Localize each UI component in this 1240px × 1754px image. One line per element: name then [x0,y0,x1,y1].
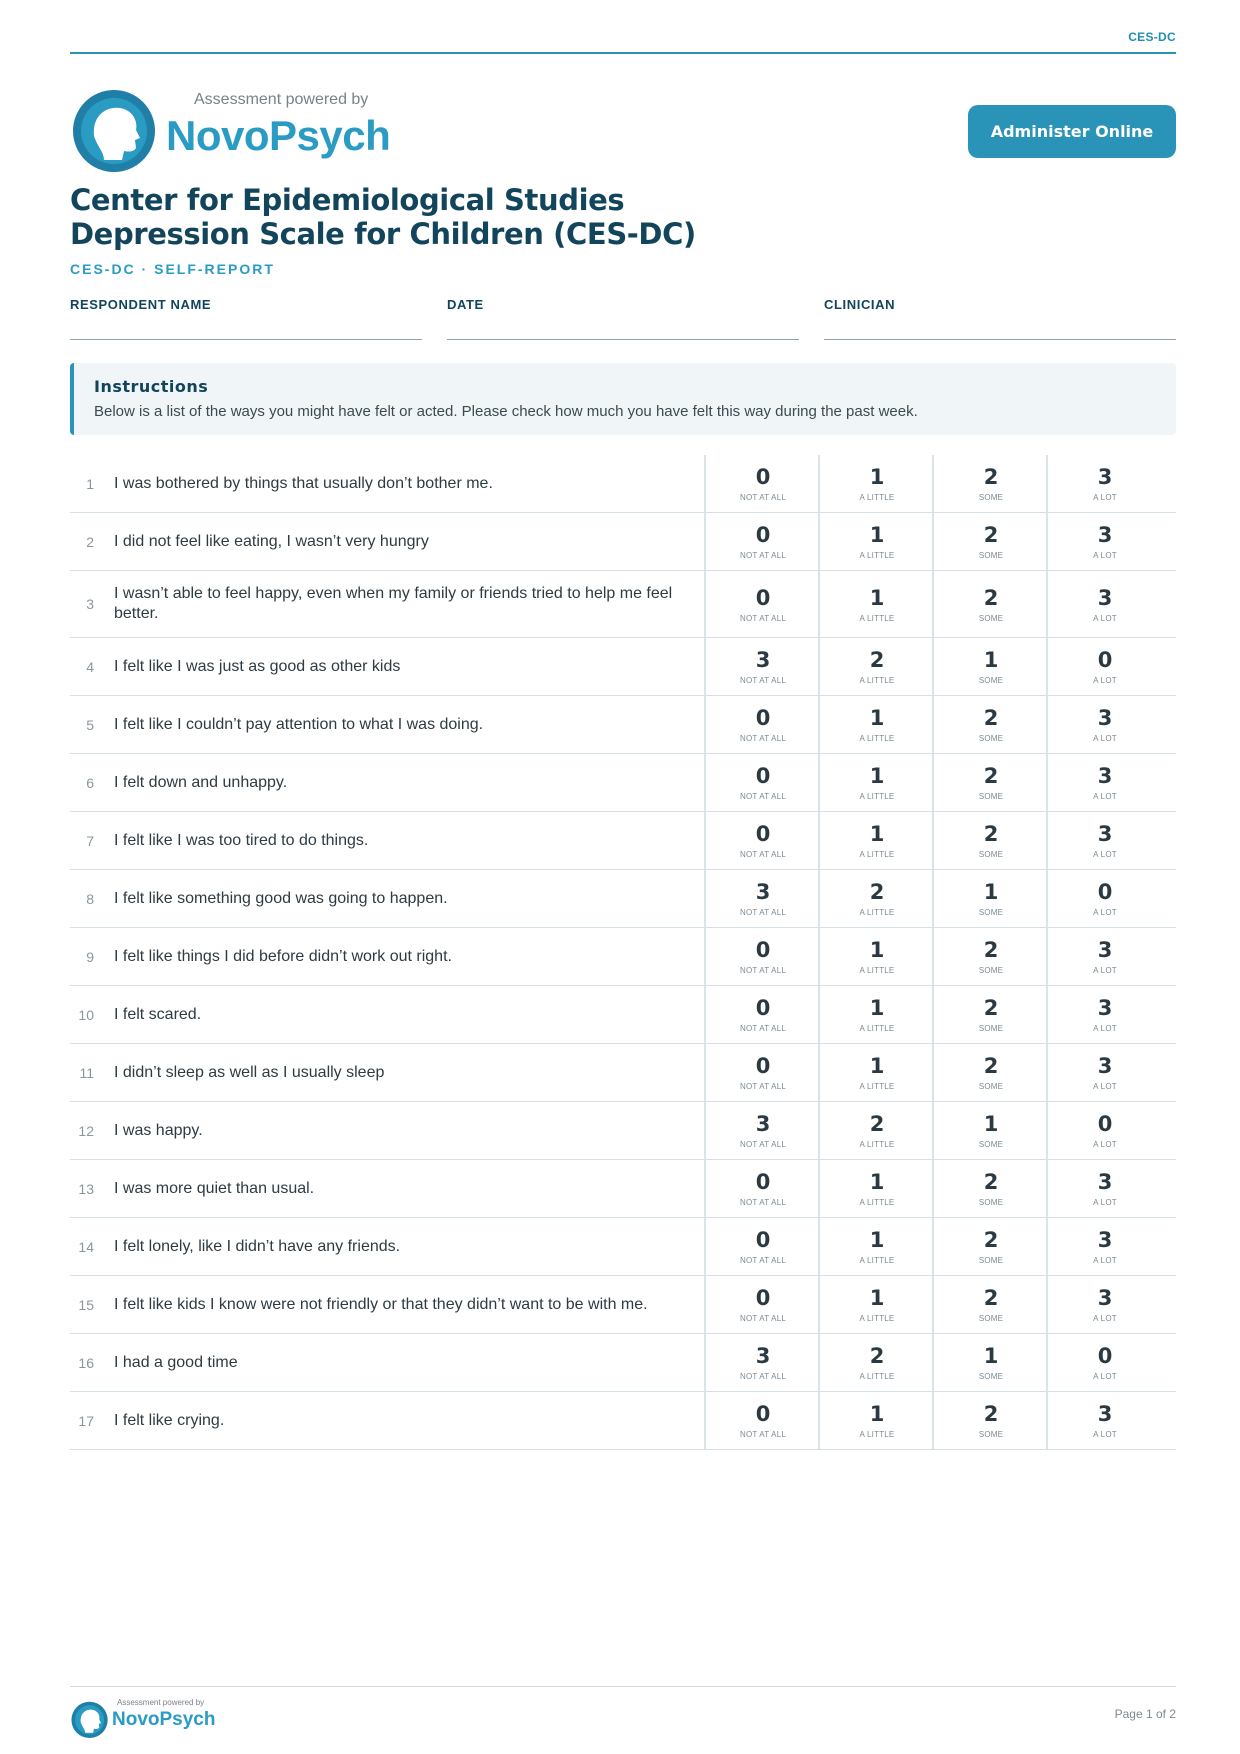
response-option[interactable] [704,696,820,753]
response-label: NOT AT ALL [739,1430,787,1439]
response-label: A LOT [1093,966,1117,975]
response-label: A LITTLE [859,1314,895,1323]
response-score: 1 [869,1286,885,1310]
response-label: A LITTLE [859,676,895,685]
novopsych-logo [70,86,410,176]
response-option[interactable] [818,638,934,695]
response-option[interactable] [818,1334,934,1391]
question-text: I was more quiet than usual. [114,1179,315,1197]
response-label: SOME [978,613,1004,623]
respondent-name-line [70,339,422,340]
question-number: 11 [79,1064,94,1081]
response-score: 1 [869,1170,885,1194]
response-option[interactable] [704,513,820,570]
response-score: 0 [1097,648,1113,672]
response-option[interactable] [932,696,1048,753]
response-score: 2 [983,1170,999,1194]
response-label: SOME [978,792,1004,801]
response-score: 2 [983,764,999,788]
response-score: 3 [755,1112,771,1136]
response-label: SOME [978,1140,1004,1149]
response-option[interactable] [932,870,1048,927]
response-option[interactable] [704,812,820,869]
response-option[interactable] [1046,754,1162,811]
response-label: A LOT [1093,1314,1117,1323]
response-option[interactable] [1046,1334,1162,1391]
footer-head-profile-icon [70,1700,110,1738]
response-score: 2 [983,938,999,962]
response-label: A LITTLE [859,908,895,917]
response-score: 0 [755,764,771,788]
response-score: 3 [1097,1170,1113,1194]
response-option[interactable] [932,455,1048,512]
response-option[interactable] [818,513,934,570]
question-row [70,455,1176,513]
response-score: 0 [755,465,771,489]
response-option[interactable] [704,928,820,985]
response-score: 3 [1097,706,1113,730]
response-score: 0 [755,706,771,730]
question-number: 17 [78,1412,94,1429]
response-option[interactable] [932,754,1048,811]
response-score: 1 [869,996,885,1020]
response-label: A LOT [1093,493,1117,502]
page-number: Page 1 of 2 [1114,1707,1176,1721]
question-number: 9 [86,948,94,965]
response-option[interactable] [704,1102,820,1159]
response-label: A LITTLE [859,1430,895,1439]
response-option[interactable] [932,513,1048,570]
respondent-name-label: RESPONDENT NAME [70,297,212,312]
response-option[interactable] [1046,870,1162,927]
question-number: 7 [86,832,94,849]
question-row [70,1334,1176,1392]
clinician-label: CLINICIAN [824,297,896,312]
question-row [70,1102,1176,1160]
response-option[interactable] [704,1160,820,1217]
question-number: 5 [86,716,94,733]
footer-divider [70,1686,1176,1687]
response-option[interactable] [818,754,934,811]
question-text: I was bothered by things that usually don’t bother me. [114,474,493,492]
response-score: 0 [1097,1112,1113,1136]
header-code: CES-DC [1128,30,1176,44]
response-option[interactable] [704,986,820,1043]
response-score: 2 [983,1402,999,1426]
logo-powered-by: Assessment powered by [194,91,369,108]
response-score: 0 [755,1054,771,1078]
response-score: 0 [1097,880,1113,904]
question-text: I felt like something good was going to happen. [114,889,448,907]
response-score: 2 [983,523,999,547]
question-text: I felt scared. [114,1005,202,1023]
response-label: NOT AT ALL [739,1198,787,1207]
response-score: 3 [1097,585,1113,610]
response-score: 1 [983,1344,999,1368]
response-score: 1 [869,938,885,962]
logo-brand: NovoPsych [166,112,391,159]
response-label: A LITTLE [859,1082,895,1091]
question-row [70,696,1176,754]
response-option[interactable] [1046,928,1162,985]
response-option[interactable] [1046,1218,1162,1275]
response-option[interactable] [1046,1044,1162,1101]
response-score: 1 [983,880,999,904]
response-score: 2 [983,822,999,846]
response-score: 2 [983,1054,999,1078]
response-score: 0 [755,523,771,547]
response-score: 2 [983,585,999,610]
question-text: I wasn’t able to feel happy, even when my family or friends tried to help me feel better. [114,585,673,622]
question-text: I felt like kids I know were not friendly or that they didn’t want to be with me. [114,1295,648,1313]
response-score: 0 [755,1286,771,1310]
response-label: A LITTLE [859,1372,895,1381]
response-option[interactable] [704,1044,820,1101]
date-line [447,339,799,340]
clinician-field[interactable] [824,297,1176,312]
response-option[interactable] [818,870,934,927]
response-label: A LOT [1093,734,1117,743]
response-score: 1 [869,1054,885,1078]
title-line-2: Depression Scale for Children (CES-DC) [70,217,696,251]
response-label: SOME [978,908,1004,917]
response-score: 0 [755,1228,771,1252]
response-label: NOT AT ALL [739,792,787,801]
response-option[interactable] [818,1218,934,1275]
response-label: A LOT [1093,1256,1117,1265]
response-score: 0 [755,1402,771,1426]
respondent-name-field[interactable] [70,297,422,312]
response-label: SOME [978,551,1004,560]
response-label: NOT AT ALL [739,613,787,623]
response-option[interactable] [704,1276,820,1333]
response-option[interactable] [818,696,934,753]
response-label: A LOT [1093,676,1117,685]
response-label: SOME [978,1372,1004,1381]
response-option[interactable] [818,571,934,637]
question-number: 14 [78,1238,94,1255]
date-field[interactable] [447,297,799,312]
response-option[interactable] [1046,1160,1162,1217]
page-title [70,183,770,251]
response-score: 2 [983,1286,999,1310]
footer-powered-by: Assessment powered by [117,1698,205,1707]
response-label: SOME [978,1024,1004,1033]
response-score: 0 [1097,1344,1113,1368]
question-text: I felt down and unhappy. [114,773,288,791]
response-score: 3 [1097,523,1113,547]
question-number: 13 [78,1180,94,1197]
question-row [70,928,1176,986]
response-option[interactable] [1046,1392,1162,1449]
response-label: A LITTLE [859,966,895,975]
response-label: A LITTLE [859,1198,895,1207]
response-label: SOME [978,676,1004,685]
question-number: 12 [78,1122,94,1139]
response-option[interactable] [932,1334,1048,1391]
response-label: NOT AT ALL [739,1314,787,1323]
administer-online-button[interactable]: Administer Online [968,105,1176,158]
question-row [70,1218,1176,1276]
response-score: 1 [983,1112,999,1136]
response-score: 1 [869,1402,885,1426]
response-option[interactable] [932,812,1048,869]
response-label: NOT AT ALL [739,1024,787,1033]
response-option[interactable] [704,870,820,927]
response-score: 3 [755,880,771,904]
response-option[interactable] [932,1276,1048,1333]
response-option[interactable] [704,571,820,637]
response-label: A LITTLE [859,1140,895,1149]
response-label: SOME [978,1314,1004,1323]
response-label: SOME [978,493,1004,502]
response-label: A LOT [1093,1082,1117,1091]
question-text: I felt like things I did before didn’t work out right. [114,947,452,965]
response-option[interactable] [818,986,934,1043]
response-score: 1 [869,523,885,547]
response-label: NOT AT ALL [739,493,787,502]
response-score: 1 [983,648,999,672]
response-option[interactable] [818,1392,934,1449]
response-score: 2 [983,996,999,1020]
title-line-1: Center for Epidemiological Studies [70,183,625,217]
question-row [70,812,1176,870]
response-label: A LITTLE [859,792,895,801]
response-score: 3 [755,1344,771,1368]
response-label: A LOT [1093,792,1117,801]
response-option[interactable] [1046,1276,1162,1333]
question-number: 10 [78,1006,94,1023]
response-option[interactable] [1046,571,1162,637]
response-score: 0 [755,938,771,962]
response-label: A LITTLE [859,734,895,743]
response-score: 1 [869,706,885,730]
question-text: I didn’t sleep as well as I usually sleep [114,1063,385,1081]
response-option[interactable] [704,754,820,811]
response-score: 3 [1097,996,1113,1020]
question-number: 8 [86,890,94,907]
response-score: 1 [869,465,885,489]
response-option[interactable] [818,1044,934,1101]
response-option[interactable] [704,1218,820,1275]
response-score: 3 [1097,822,1113,846]
response-score: 1 [869,1228,885,1252]
response-label: A LITTLE [859,1024,895,1033]
response-option[interactable] [1046,696,1162,753]
response-option[interactable] [1046,455,1162,512]
response-label: A LOT [1093,1140,1117,1149]
response-option[interactable] [932,1102,1048,1159]
response-option[interactable] [704,638,820,695]
question-number: 6 [86,774,94,791]
questions-table [70,455,1176,1450]
response-label: A LOT [1093,1372,1117,1381]
response-label: SOME [978,966,1004,975]
response-label: NOT AT ALL [739,734,787,743]
question-number: 3 [86,596,94,612]
response-score: 1 [869,585,885,610]
question-row [70,1044,1176,1102]
response-label: SOME [978,1256,1004,1265]
response-option[interactable] [818,812,934,869]
response-option[interactable] [932,1218,1048,1275]
response-option[interactable] [1046,1102,1162,1159]
response-label: NOT AT ALL [739,676,787,685]
response-label: SOME [978,1082,1004,1091]
response-option[interactable] [1046,812,1162,869]
response-score: 3 [1097,1286,1113,1310]
response-label: SOME [978,1430,1004,1439]
response-score: 3 [1097,1054,1113,1078]
response-label: NOT AT ALL [739,1082,787,1091]
question-row [70,638,1176,696]
response-label: A LITTLE [859,850,895,859]
response-option[interactable] [704,1392,820,1449]
response-score: 2 [983,706,999,730]
response-label: NOT AT ALL [739,850,787,859]
response-label: A LOT [1093,1430,1117,1439]
response-option[interactable] [704,455,820,512]
question-number: 2 [86,533,94,550]
response-option[interactable] [932,986,1048,1043]
question-number: 1 [86,475,94,492]
response-label: SOME [978,734,1004,743]
response-option[interactable] [1046,638,1162,695]
instructions-text: Below is a list of the ways you might have felt or acted. Please check how much you have felt this way during the past week. [94,403,918,420]
question-row [70,870,1176,928]
form-page [70,0,1176,1754]
response-score: 3 [755,648,771,672]
question-text: I felt like crying. [114,1411,225,1429]
response-option[interactable] [818,455,934,512]
response-label: SOME [978,1198,1004,1207]
response-label: NOT AT ALL [739,1140,787,1149]
response-label: A LITTLE [859,493,895,502]
response-label: A LOT [1093,1198,1117,1207]
response-option[interactable] [818,1276,934,1333]
response-score: 3 [1097,764,1113,788]
response-score: 1 [869,764,885,788]
question-text: I felt like I was just as good as other kids [114,657,401,675]
question-row [70,1392,1176,1450]
response-score: 1 [869,822,885,846]
question-row [70,513,1176,571]
response-option[interactable] [704,1334,820,1391]
head-profile-icon [70,86,160,172]
question-text: I was happy. [114,1121,203,1139]
question-row [70,1276,1176,1334]
header-divider [70,52,1176,54]
response-option[interactable] [932,1392,1048,1449]
response-score: 3 [1097,465,1113,489]
question-number: 4 [86,658,94,675]
response-option[interactable] [932,1044,1048,1101]
response-score: 2 [869,648,885,672]
question-text: I had a good time [114,1353,238,1371]
response-label: NOT AT ALL [739,908,787,917]
response-score: 3 [1097,938,1113,962]
response-label: A LITTLE [859,613,895,623]
response-label: A LOT [1093,850,1117,859]
question-row [70,1160,1176,1218]
response-score: 0 [755,1170,771,1194]
response-label: NOT AT ALL [739,551,787,560]
response-score: 2 [983,465,999,489]
question-text: I did not feel like eating, I wasn’t very hungry [114,532,429,550]
response-label: NOT AT ALL [739,1256,787,1265]
instructions-title: Instructions [94,377,209,396]
response-option[interactable] [932,638,1048,695]
response-option[interactable] [1046,513,1162,570]
response-option[interactable] [818,928,934,985]
response-label: SOME [978,850,1004,859]
response-score: 0 [755,585,771,610]
response-option[interactable] [932,1160,1048,1217]
response-label: A LITTLE [859,551,895,560]
response-score: 0 [755,822,771,846]
response-label: A LOT [1093,1024,1117,1033]
response-label: A LITTLE [859,1256,895,1265]
response-score: 2 [983,1228,999,1252]
question-row [70,986,1176,1044]
footer-logo [70,1697,230,1737]
question-number: 16 [78,1354,94,1371]
response-score: 2 [869,880,885,904]
response-option[interactable] [932,571,1048,637]
response-score: 2 [869,1344,885,1368]
page-subtitle: CES-DC · SELF-REPORT [70,261,275,277]
question-number: 15 [78,1296,94,1313]
instructions-box [70,363,1176,435]
response-option[interactable] [818,1102,934,1159]
response-label: NOT AT ALL [739,966,787,975]
response-score: 2 [869,1112,885,1136]
question-row [70,571,1176,638]
question-row [70,754,1176,812]
response-score: 0 [755,996,771,1020]
response-label: A LOT [1093,613,1117,623]
response-option[interactable] [818,1160,934,1217]
question-text: I felt lonely, like I didn’t have any friends. [114,1237,401,1255]
response-label: A LOT [1093,908,1117,917]
response-option[interactable] [932,928,1048,985]
response-score: 3 [1097,1402,1113,1426]
date-label: DATE [447,297,484,312]
question-text: I felt like I couldn’t pay attention to what I was doing. [114,715,484,733]
question-text: I felt like I was too tired to do things. [114,831,369,849]
clinician-line [824,339,1176,340]
response-label: NOT AT ALL [739,1372,787,1381]
footer-brand: NovoPsych [112,1709,216,1730]
response-score: 3 [1097,1228,1113,1252]
response-option[interactable] [1046,986,1162,1043]
response-label: A LOT [1093,551,1117,560]
